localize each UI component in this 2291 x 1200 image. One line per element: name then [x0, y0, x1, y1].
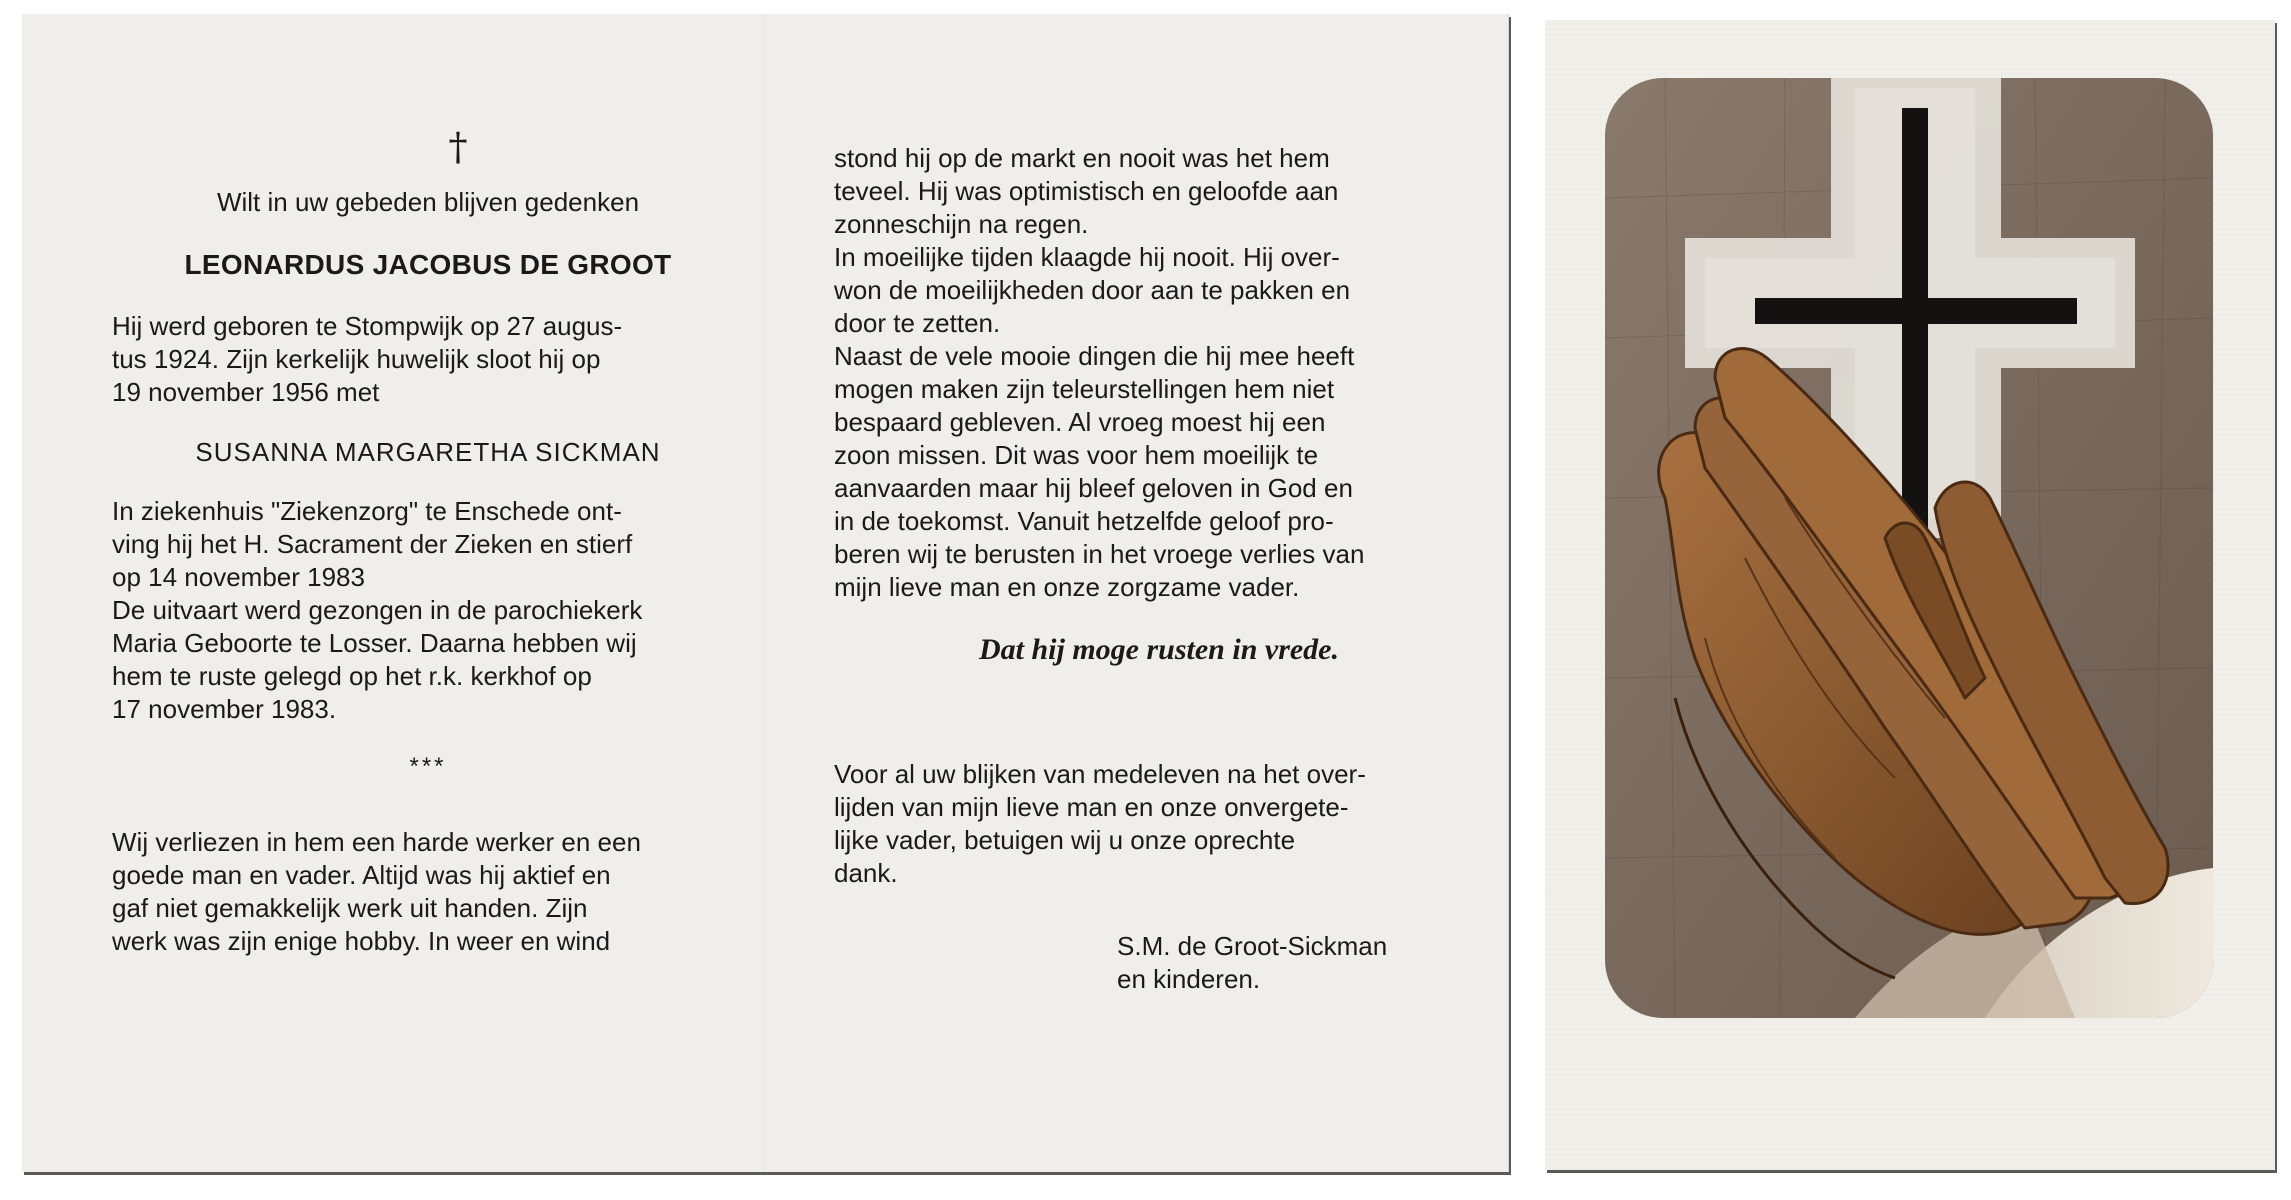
- tribute-paragraph-start: Wij verliezen in hem een harde werker en een goede man en vader. Altijd was hij aktief en gaf niet gemakkelijk werk uit handen. Zijn werk was zijn enige hobby. In weer en wind: [112, 827, 641, 956]
- open-memorial-card: [22, 14, 1509, 1172]
- intro-line: Wilt in uw gebeden blijven gedenken: [216, 187, 640, 217]
- praying-hands-cross-illustration: [1605, 78, 2213, 1018]
- separator: ***: [409, 753, 447, 780]
- deceased-name: LEONARDUS JACOBUS DE GROOT: [184, 249, 672, 280]
- tribute-paragraph-continued: stond hij op de markt en nooit was het hem teveel. Hij was optimistisch en geloofde aan zonneschijn na regen. In moeilijke tijden klaagde hij nooit. Hij over- won de moeilijkheden door aan te pakken en door te zetten. Naast de vele mooie dingen die hij mee heeft mogen maken zijn teleurstellingen hem niet bespaard gebleven. Al vroeg moest hij een zoon missen. Dit was voor hem moeilijk te aanvaarden maar hij bleef geloven in God en in de toekomst. Vanuit hetzelfde geloof pro- beren wij te berusten in het vroege verlies van mijn lieve man en onze zorgzame vader.: [834, 143, 1365, 602]
- front-cover-card: [1545, 20, 2275, 1170]
- birth-paragraph: Hij werd geboren te Stompwijk op 27 augus- tus 1924. Zijn kerkelijk huwelijk sloot hij op 19 november 1956 met: [112, 311, 623, 407]
- spouse-name: SUSANNA MARGARETHA SICKMAN: [195, 437, 661, 467]
- inner-right-page: [834, 142, 1464, 996]
- fold-line: [762, 14, 765, 1172]
- signature: S.M. de Groot-Sickman en kinderen.: [1117, 931, 1388, 994]
- thanks-paragraph: Voor al uw blijken van medeleven na het over- lijden van mijn lieve man en onze onvergete- lijke vader, betuigen wij u onze oprechte dank.: [834, 759, 1366, 888]
- death-paragraph: In ziekenhuis "Ziekenzorg" te Enschede ont- ving hij het H. Sacrament der Zieken en stierf op 14 november 1983 De uitvaart werd gezongen in de parochiekerk Maria Geboorte te Losser. Daarna hebben wij hem te ruste gelegd op het r.k. kerkhof op 17 november 1983.: [112, 496, 643, 724]
- closing-prayer: Dat hij moge rusten in vrede.: [978, 633, 1339, 666]
- cross-symbol: †: [448, 125, 468, 169]
- inner-left-page: [112, 124, 744, 958]
